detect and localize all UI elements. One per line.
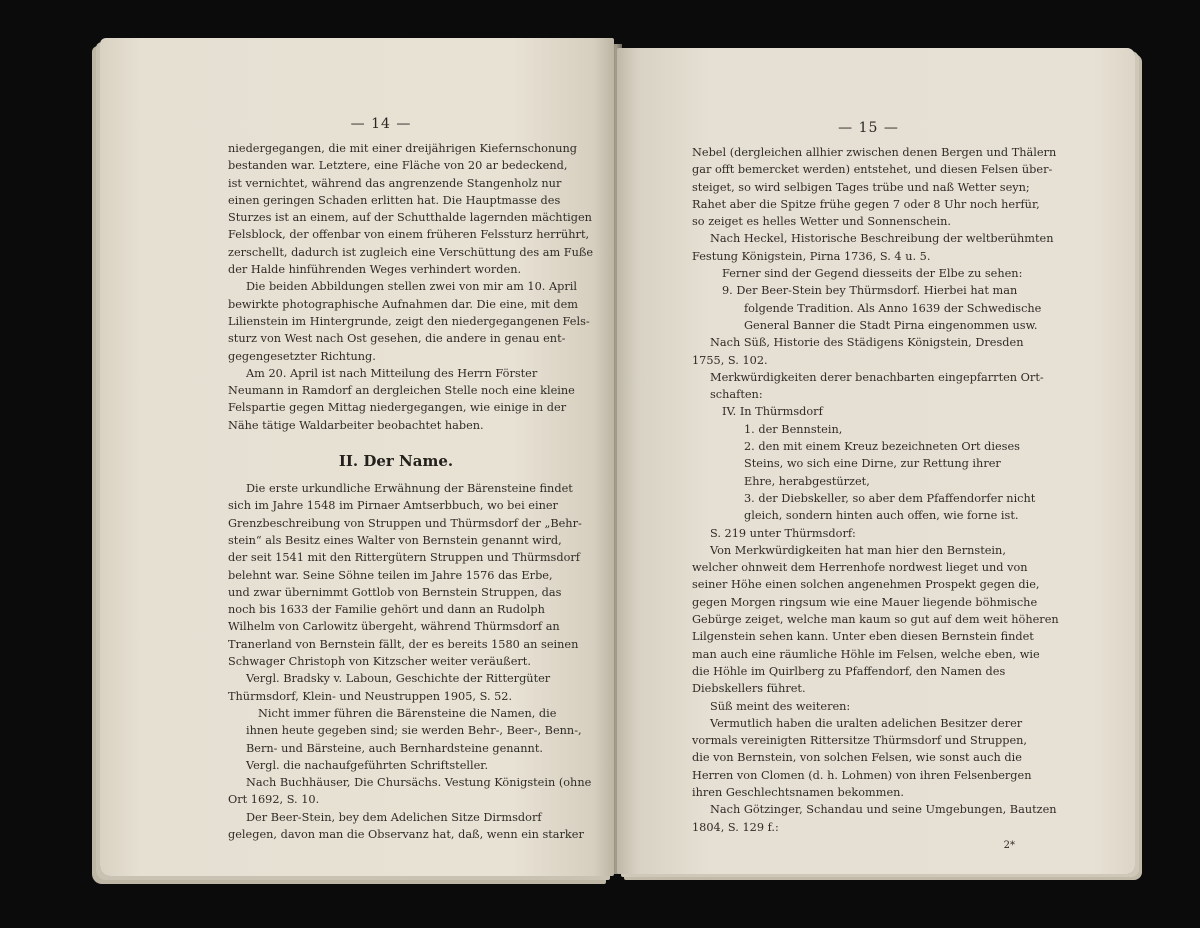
text-line: Neumann in Ramdorf an dergleichen Stelle noch eine kleine xyxy=(228,384,575,398)
text-line: gleich, sondern hinten auch offen, wie forne ist. xyxy=(744,509,1019,523)
text-line: General Banner die Stadt Pirna eingenommen usw. xyxy=(744,318,1038,332)
text-line: ihnen heute gegeben sind; sie werden Behr-, Beer-, Benn-, xyxy=(246,724,582,738)
left-text-top xyxy=(228,140,594,434)
text-line: zerschellt, dadurch ist zugleich eine Verschüttung des am Fuße xyxy=(228,245,594,259)
text-line: Ferner sind der Gegend diesseits der Elbe zu sehen: xyxy=(722,267,1023,281)
text-line: Rahet aber die Spitze frühe gegen 7 oder 8 Uhr noch herfür, xyxy=(692,197,1040,211)
text-line: man auch eine räumliche Höhle im Felsen, welche eben, wie xyxy=(692,647,1040,661)
text-line: Steins, wo sich eine Dirne, zur Rettung ihrer xyxy=(744,457,1001,471)
text-line: Süß meint des weiteren: xyxy=(710,699,851,713)
text-line: und zwar übernimmt Gottlob von Bernstein Struppen, das xyxy=(228,585,562,599)
text-line: einen geringen Schaden erlitten hat. Die Hauptmasse des xyxy=(228,193,561,207)
text-line: belehnt war. Seine Söhne teilen im Jahre 1576 das Erbe, xyxy=(228,568,553,582)
text-line: Festung Königstein, Pirna 1736, S. 4 u. 5. xyxy=(692,249,931,263)
text-line: gegen Morgen ringsum wie eine Mauer liegende böhmische xyxy=(692,595,1038,609)
text-line: Felspartie gegen Mittag niedergegangen, wie einige in der xyxy=(228,401,567,415)
text-line: Schwager Christoph von Kitzscher weiter veräußert. xyxy=(228,655,531,669)
text-line: Nähe tätige Waldarbeiter beobachtet haben. xyxy=(228,418,484,432)
text-line: Diebskellers führet. xyxy=(692,682,806,696)
text-line: 1. der Bennstein, xyxy=(744,422,843,436)
text-line: Nach Buchhäuser, Die Chursächs. Vestung Königstein (ohne xyxy=(246,776,592,790)
text-line: Die beiden Abbildungen stellen zwei von mir am 10. April xyxy=(246,280,577,294)
text-line: Am 20. April ist nach Mitteilung des Herrn Förster xyxy=(246,366,538,380)
text-line: Nebel (dergleichen allhier zwischen denen Bergen und Thälern xyxy=(692,146,1057,159)
text-line: so zeiget es helles Wetter und Sonnenschein. xyxy=(692,215,951,229)
text-line: die von Bernstein, von solchen Felsen, wie sonst auch die xyxy=(692,751,1022,765)
text-line: Nach Heckel, Historische Beschreibung der weltberühmten xyxy=(710,232,1054,246)
text-line: Thürmsdorf, Klein- und Neustruppen 1905, S. 52. xyxy=(228,689,513,703)
text-line: Ort 1692, S. 10. xyxy=(228,793,320,807)
text-line: S. 219 unter Thürmsdorf: xyxy=(710,526,856,540)
text-line: Vergl. die nachaufgeführten Schriftsteller. xyxy=(246,758,489,772)
text-line: 9. Der Beer-Stein bey Thürmsdorf. Hierbei hat man xyxy=(722,284,1018,298)
text-line: Gebürge zeiget, welche man kaum so gut auf dem weit höheren xyxy=(692,613,1059,627)
text-line: gelegen, davon man die Observanz hat, daß, wenn ein starker xyxy=(228,827,584,841)
text-line: 1804, S. 129 f.: xyxy=(692,820,779,834)
text-line: Herren von Clomen (d. h. Lohmen) von ihren Felsenbergen xyxy=(692,768,1032,782)
text-line: Bern- und Bärsteine, auch Bernhardsteine genannt. xyxy=(246,741,543,755)
signature-mark: 2* xyxy=(1003,839,1015,851)
text-line: Nach Süß, Historie des Städigens Königstein, Dresden xyxy=(710,336,1024,350)
left-text-bottom xyxy=(228,480,592,843)
text-line: gar offt bemercket werden) entstehet, und diesen Felsen über- xyxy=(692,163,1053,177)
text-line: bestanden war. Letztere, eine Fläche von 20 ar bedeckend, xyxy=(228,159,568,173)
text-line: Merkwürdigkeiten derer benachbarten eingepfarrten Ort- xyxy=(710,370,1044,384)
text-line: Nach Götzinger, Schandau und seine Umgebungen, Bautzen xyxy=(710,803,1057,817)
text-line: seiner Höhe einen solchen angenehmen Prospekt gegen die, xyxy=(692,578,1040,592)
text-line: 2. den mit einem Kreuz bezeichneten Ort dieses xyxy=(744,440,1020,454)
text-line: Nicht immer führen die Bärensteine die Namen, die xyxy=(258,706,557,720)
text-line: gegengesetzter Richtung. xyxy=(228,349,376,363)
left-page xyxy=(100,38,614,876)
text-line: der seit 1541 mit den Rittergütern Struppen und Thürmsdorf xyxy=(228,551,580,565)
page-number-left: — 14 — xyxy=(350,116,412,132)
text-line: Grenzbeschreibung von Struppen und Thürmsdorf der „Behr- xyxy=(228,516,582,530)
text-line: Lilienstein im Hintergrunde, zeigt den niedergegangenen Fels- xyxy=(228,314,590,328)
text-line: niedergegangen, die mit einer dreijährigen Kiefernschonung xyxy=(228,142,578,155)
text-line: vormals vereinigten Rittersitze Thürmsdorf und Struppen, xyxy=(692,734,1028,748)
text-line: folgende Tradition. Als Anno 1639 der Schwedische xyxy=(744,301,1042,315)
text-line: 1755, S. 102. xyxy=(692,353,768,367)
right-page xyxy=(617,48,1135,874)
text-line: stein“ als Besitz eines Walter von Bernstein genannt wird, xyxy=(228,533,562,547)
text-line: schaften: xyxy=(710,388,763,402)
text-line: welcher ohnweit dem Herrenhofe nordwest lieget und von xyxy=(692,561,1028,575)
text-line: Wilhelm von Carlowitz übergeht, während Thürmsdorf an xyxy=(228,620,560,634)
text-line: ihren Geschlechtsnamen bekommen. xyxy=(692,785,905,799)
text-line: die Höhle im Quirlberg zu Pfaffendorf, den Namen des xyxy=(692,664,1006,678)
text-line: Der Beer-Stein, bey dem Adelichen Sitze Dirmsdorf xyxy=(246,810,542,824)
page-number-right: — 15 — xyxy=(838,120,899,136)
text-line: Tranerland von Bernstein fällt, der es bereits 1580 an seinen xyxy=(228,637,579,651)
text-line: Vermutlich haben die uralten adelichen Besitzer derer xyxy=(710,716,1023,730)
text-line: ist vernichtet, während das angrenzende Stangenholz nur xyxy=(228,176,562,190)
text-line: Von Merkwürdigkeiten hat man hier den Bernstein, xyxy=(710,543,1006,557)
text-line: Ehre, herabgestürzet, xyxy=(744,474,870,488)
text-line: 3. der Diebskeller, so aber dem Pfaffendorfer nicht xyxy=(744,491,1036,505)
text-line: Lilgenstein sehen kann. Unter eben diesen Bernstein findet xyxy=(692,630,1034,644)
text-line: sich im Jahre 1548 im Pirnaer Amtserbbuch, wo bei einer xyxy=(228,499,558,513)
text-line: Die erste urkundliche Erwähnung der Bärensteine findet xyxy=(246,482,573,496)
text-line: Felsblock, der offenbar von einem früheren Felssturz herrührt, xyxy=(228,228,590,242)
text-line: sturz von West nach Ost gesehen, die andere in genau ent- xyxy=(228,332,566,346)
text-line: Vergl. Bradsky v. Laboun, Geschichte der Rittergüter xyxy=(246,672,551,686)
text-line: Sturzes ist an einem, auf der Schutthalde lagernden mächtigen xyxy=(228,211,592,225)
section-heading: II. Der Name. xyxy=(338,452,454,471)
text-line: noch bis 1633 der Familie gehört und dann an Rudolph xyxy=(228,603,545,617)
text-line: der Halde hinführenden Weges verhindert worden. xyxy=(228,263,522,277)
text-line: steiget, so wird selbigen Tages trübe und naß Wetter seyn; xyxy=(692,180,1030,194)
right-text xyxy=(692,144,1059,836)
text-line: IV. In Thürmsdorf xyxy=(722,405,823,419)
text-line: bewirkte photographische Aufnahmen dar. Die eine, mit dem xyxy=(228,297,579,311)
